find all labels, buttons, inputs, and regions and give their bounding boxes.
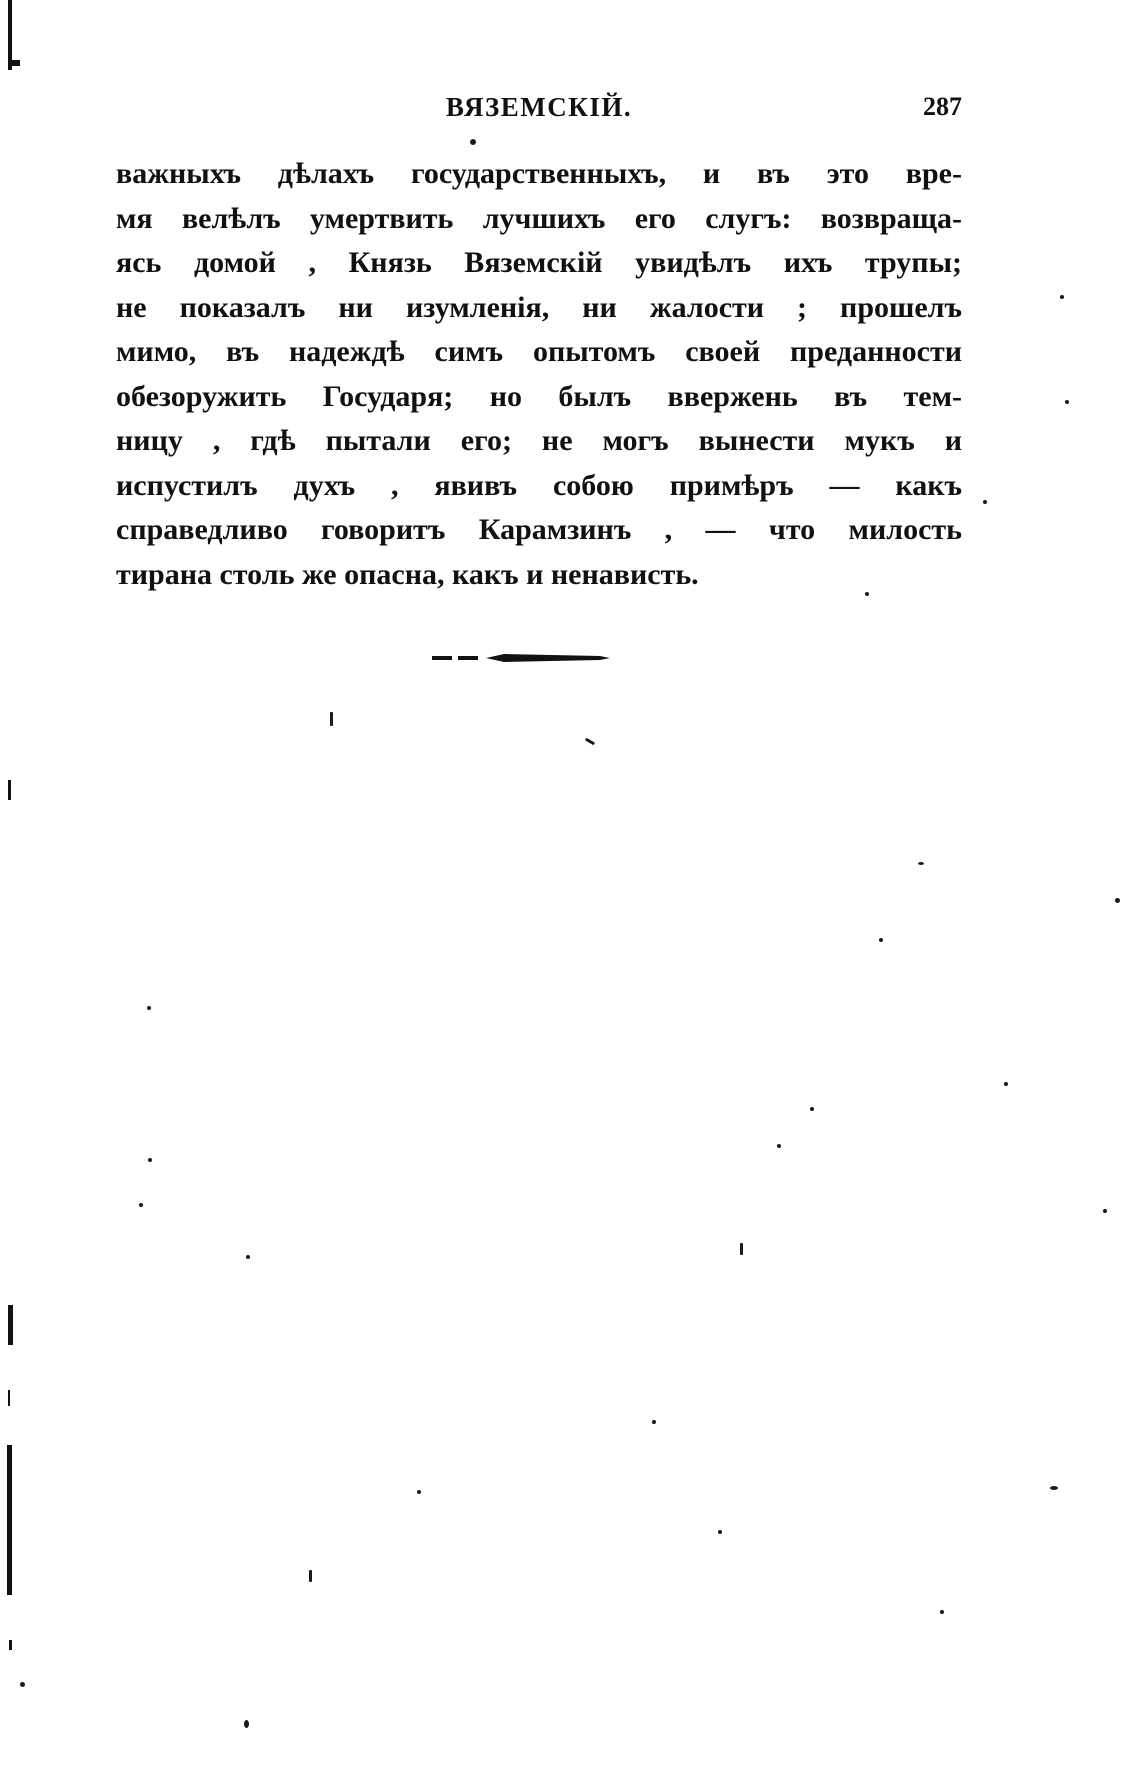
text-line: ницу , гдѣ пытали его; не могъ вынести мукъ и [116,424,962,457]
dash-rule-ornament-icon [432,650,612,666]
scan-speck [244,1720,249,1728]
scan-speck [740,1243,743,1255]
scan-edge-mark [8,780,11,800]
scan-speck [1065,400,1069,404]
scan-speck [147,1006,151,1010]
scan-speck [983,500,987,504]
text-line: обезоружить Государя; но былъ ввержень въ тем- [116,379,962,413]
scan-speck [1050,1486,1058,1490]
scan-speck [865,592,869,596]
scan-speck [309,1570,312,1582]
text-line: тирана столь же опасна, какъ и ненависть. [116,557,699,591]
scan-speck [940,1610,944,1614]
scan-speck [20,1682,25,1687]
page-number: 287 [923,92,962,121]
scan-speck [810,1107,814,1111]
text-line: важныхъ дѣлахъ государственныхъ, и въ это вре- [116,157,962,190]
scan-speck [918,862,924,865]
scan-speck [330,712,333,726]
text-line: мя велѣлъ умертвить лучшихъ его слугъ: возвраща- [116,201,962,235]
scan-edge-mark [9,1640,12,1650]
scan-speck [879,938,883,942]
scan-speck [246,1255,250,1259]
text-line: мимо, въ надеждѣ симъ опытомъ своей преданности [116,335,962,368]
text-line: ясь домой , Князь Вяземскій увидѣлъ ихъ трупы; [116,246,962,279]
scan-speck [718,1530,722,1534]
scan-speck [585,738,595,746]
text-line: испустилъ духъ , явивъ собою примѣръ — какъ [116,468,962,502]
scan-edge-mark [8,1305,13,1345]
scan-speck [139,1203,143,1207]
scan-speck [1060,295,1064,299]
scan-speck [1004,1082,1008,1086]
scan-edge-mark [8,60,20,66]
scan-edge-mark [7,1445,12,1595]
scan-speck [148,1158,152,1162]
running-head [116,92,962,132]
scan-speck [417,1490,421,1494]
text-line: справедливо говоритъ Карамзинъ , — что милость [116,513,962,546]
scan-speck [777,1144,781,1148]
scan-speck [1103,1209,1107,1213]
text-line: не показалъ ни изумленія, ни жалости ; прошелъ [116,290,962,324]
body-paragraph [116,152,962,597]
running-title: ВЯЗЕМСКІЙ. [445,92,633,122]
scan-speck [652,1420,656,1424]
scan-edge-mark [8,1390,10,1406]
scan-speck [470,139,476,145]
scan-speck [1115,898,1120,903]
